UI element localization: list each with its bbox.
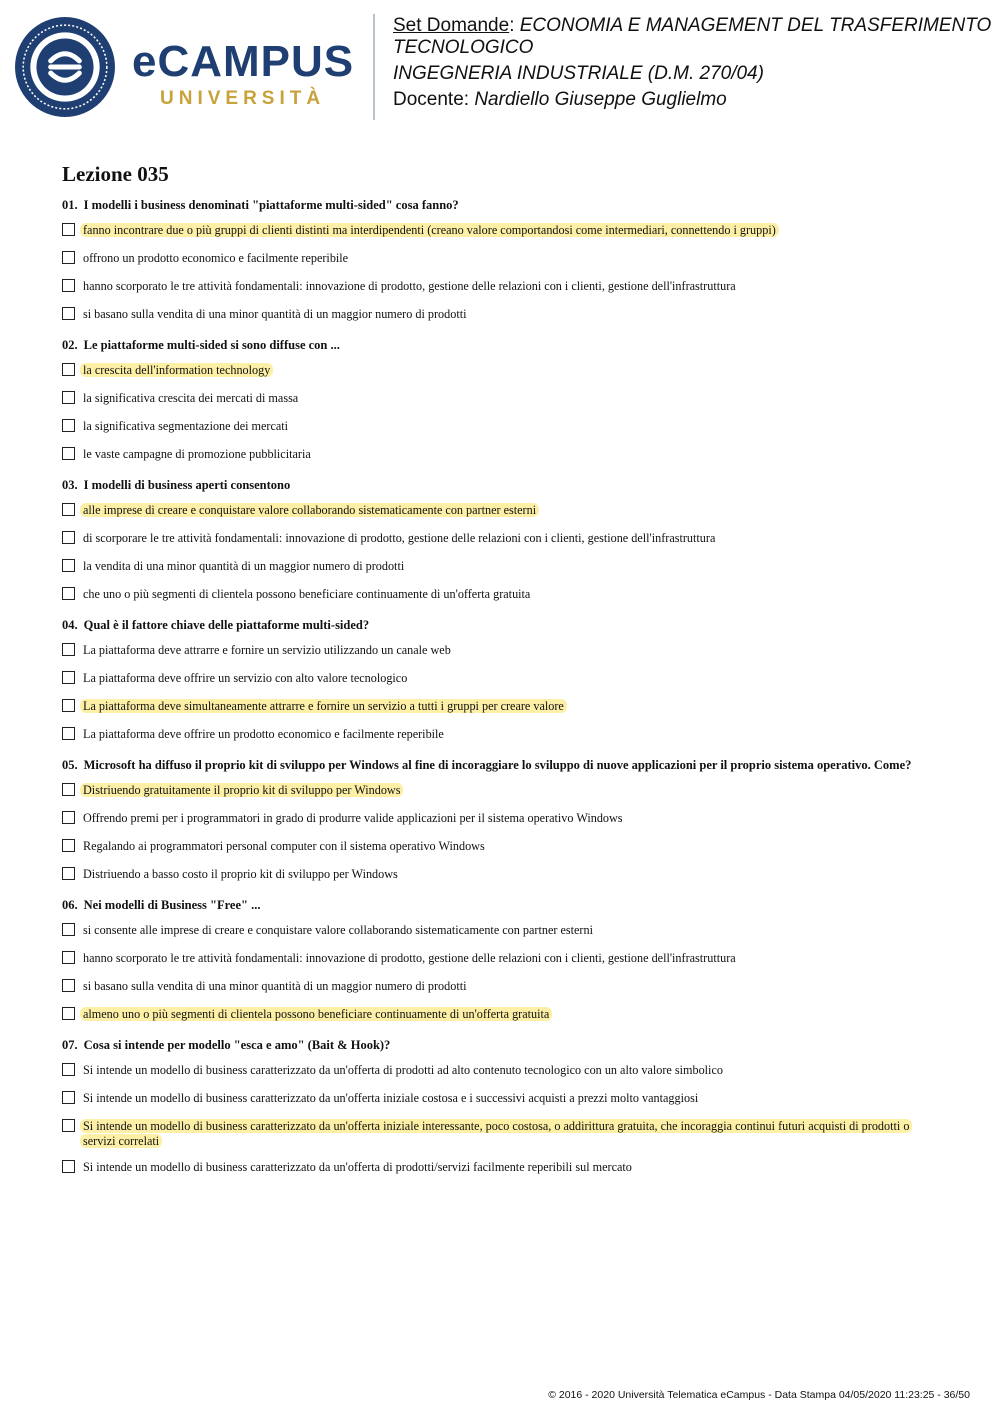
checkbox[interactable] <box>62 923 75 936</box>
answer-option[interactable] <box>62 671 942 688</box>
question-title <box>62 897 942 913</box>
answer-text: si consente alle imprese di creare e conquistare valore collaborando sistematicamente con partner esterni <box>83 923 593 937</box>
question-text: I modelli i business denominati "piattaforme multi-sided" cosa fanno? <box>83 198 459 212</box>
checkbox[interactable] <box>62 643 75 656</box>
page-header <box>0 0 1000 130</box>
answer-text: La piattaforma deve offrire un servizio con alto valore tecnologico <box>83 671 408 685</box>
answer-text: Si intende un modello di business caratterizzato da un'offerta iniziale interessante, poco costosa, o addirittura gratuita, che incoraggia continui futuri acquisti di prodotti o servizi correlati <box>80 1119 912 1148</box>
answer-text: si basano sulla vendita di una minor quantità di un maggior numero di prodotti <box>83 307 467 321</box>
answer-text: la significativa crescita dei mercati di massa <box>83 391 299 405</box>
question-number: 05. <box>62 758 78 772</box>
answer-option[interactable] <box>62 419 942 436</box>
checkbox[interactable] <box>62 783 75 796</box>
header-divider <box>373 14 375 120</box>
lesson-title: Lezione 035 <box>62 162 169 186</box>
question-text: Nei modelli di Business "Free" ... <box>83 898 261 912</box>
question-text: Microsoft ha diffuso il proprio kit di sviluppo per Windows al fine di incoraggiare lo sviluppo di nuove applicazioni per il proprio sistema operativo. Come? <box>83 758 912 772</box>
checkbox[interactable] <box>62 279 75 292</box>
checkbox[interactable] <box>62 839 75 852</box>
answer-option[interactable] <box>62 811 942 828</box>
answer-option[interactable] <box>62 587 942 604</box>
checkbox[interactable] <box>62 951 75 964</box>
answer-text: che uno o più segmenti di clientela possono beneficiare continuamente di un'offerta gratuita <box>83 587 531 601</box>
page-footer: © 2016 - 2020 Università Telematica eCampus - Data Stampa 04/05/2020 11:23:25 - 36/50 <box>548 1389 970 1401</box>
checkbox[interactable] <box>62 391 75 404</box>
answer-option[interactable] <box>62 559 942 576</box>
checkbox[interactable] <box>62 307 75 320</box>
question-text: I modelli di business aperti consentono <box>83 478 291 492</box>
question-block <box>62 897 942 1024</box>
question-number: 06. <box>62 898 78 912</box>
answer-text: offrono un prodotto economico e facilmente reperibile <box>83 251 349 265</box>
answer-text: la crescita dell'information technology <box>80 363 273 377</box>
answer-option-correct[interactable] <box>62 1119 942 1149</box>
checkbox[interactable] <box>62 811 75 824</box>
answer-text: di scorporare le tre attività fondamentali: innovazione di prodotto, gestione delle relazioni con i clienti, gestione dell'infrastruttura <box>83 531 716 545</box>
answer-option[interactable] <box>62 643 942 660</box>
answer-text: Si intende un modello di business caratterizzato da un'offerta di prodotti/servizi facilmente reperibili sul mercato <box>83 1160 632 1174</box>
answer-text: Distriuendo a basso costo il proprio kit di sviluppo per Windows <box>83 867 398 881</box>
checkbox[interactable] <box>62 559 75 572</box>
answer-text: Regalando ai programmatori personal computer con il sistema operativo Windows <box>83 839 485 853</box>
set-label: Set Domande <box>393 15 510 36</box>
question-text: Qual è il fattore chiave delle piattaforme multi-sided? <box>83 618 370 632</box>
answer-option[interactable] <box>62 727 942 744</box>
question-text: Le piattaforme multi-sided si sono diffuse con ... <box>83 338 340 352</box>
answer-option-correct[interactable] <box>62 1007 942 1024</box>
header-info: Set Domande: ECONOMIA E MANAGEMENT DEL TRASFERIMENTO TECNOLOGICO INGEGNERIA INDUSTRIALE (D.M. 270/04) Docente: Nardiello Giuseppe Guglielmo <box>393 15 992 110</box>
question-block <box>62 757 942 884</box>
answer-option[interactable] <box>62 867 942 884</box>
answer-text: le vaste campagne di promozione pubblicitaria <box>83 447 311 461</box>
answer-text: alle imprese di creare e conquistare valore collaborando sistematicamente con partner esterni <box>80 503 539 517</box>
checkbox[interactable] <box>62 503 75 516</box>
question-title <box>62 757 942 773</box>
checkbox[interactable] <box>62 1063 75 1076</box>
checkbox[interactable] <box>62 531 75 544</box>
question-title <box>62 197 942 213</box>
answer-option[interactable] <box>62 531 942 548</box>
answer-option[interactable] <box>62 1160 942 1177</box>
answer-text: Offrendo premi per i programmatori in grado di produrre valide applicazioni per il sistema operativo Windows <box>83 811 623 825</box>
question-block <box>62 617 942 744</box>
answer-option[interactable] <box>62 447 942 464</box>
checkbox[interactable] <box>62 419 75 432</box>
question-number: 01. <box>62 198 78 212</box>
answer-option[interactable] <box>62 1091 942 1108</box>
checkbox[interactable] <box>62 699 75 712</box>
degree-name: INGEGNERIA INDUSTRIALE (D.M. 270/04) <box>393 63 764 84</box>
question-title <box>62 617 942 633</box>
question-number: 07. <box>62 1038 78 1052</box>
answer-text: La piattaforma deve simultaneamente attrarre e fornire un servizio a tutti i gruppi per creare valore <box>80 699 567 713</box>
brand-name: eCAMPUS <box>132 37 355 86</box>
checkbox[interactable] <box>62 979 75 992</box>
answer-option-correct[interactable] <box>62 699 942 716</box>
answer-text: la vendita di una minor quantità di un maggior numero di prodotti <box>83 559 405 573</box>
university-seal-icon <box>14 16 116 118</box>
answer-option-correct[interactable] <box>62 783 942 800</box>
question-block <box>62 477 942 604</box>
course-title: ECONOMIA E MANAGEMENT DEL TRASFERIMENTO TECNOLOGICO <box>393 15 992 58</box>
answer-text: fanno incontrare due o più gruppi di clienti distinti ma interdipendenti (creano valore comportandosi come intermediari, connettendo i gruppi) <box>80 223 779 237</box>
answer-text: si basano sulla vendita di una minor quantità di un maggior numero di prodotti <box>83 979 467 993</box>
checkbox[interactable] <box>62 223 75 236</box>
answer-text: hanno scorporato le tre attività fondamentali: innovazione di prodotto, gestione delle relazioni con i clienti, gestione dell'infrastruttura <box>83 951 736 965</box>
checkbox[interactable] <box>62 867 75 880</box>
checkbox[interactable] <box>62 1160 75 1173</box>
answer-option[interactable] <box>62 923 942 940</box>
teacher-name: Nardiello Giuseppe Guglielmo <box>474 89 727 110</box>
answer-option[interactable] <box>62 251 942 268</box>
question-title <box>62 477 942 493</box>
answer-text: Distriuendo gratuitamente il proprio kit di sviluppo per Windows <box>80 783 403 797</box>
checkbox[interactable] <box>62 1091 75 1104</box>
answer-text: La piattaforma deve offrire un prodotto economico e facilmente reperibile <box>83 727 444 741</box>
answer-option[interactable] <box>62 979 942 996</box>
answer-option[interactable] <box>62 839 942 856</box>
answer-text: Si intende un modello di business caratterizzato da un'offerta di prodotti ad alto contenuto tecnologico con un alto valore simbolico <box>83 1063 723 1077</box>
question-number: 04. <box>62 618 78 632</box>
teacher-label: Docente: <box>393 89 470 110</box>
answer-option-correct[interactable] <box>62 363 942 380</box>
answer-option[interactable] <box>62 391 942 408</box>
answer-text: la significativa segmentazione dei mercati <box>83 419 289 433</box>
checkbox[interactable] <box>62 363 75 376</box>
checkbox[interactable] <box>62 1119 75 1132</box>
answer-option[interactable] <box>62 279 942 296</box>
question-title <box>62 337 942 353</box>
question-title <box>62 1037 942 1053</box>
checkbox[interactable] <box>62 251 75 264</box>
question-block <box>62 197 942 324</box>
question-number: 03. <box>62 478 78 492</box>
answer-text: almeno uno o più segmenti di clientela possono beneficiare continuamente di un'offerta gratuita <box>80 1007 552 1021</box>
answer-option-correct[interactable] <box>62 223 942 240</box>
checkbox[interactable] <box>62 587 75 600</box>
checkbox[interactable] <box>62 727 75 740</box>
answer-option-correct[interactable] <box>62 503 942 520</box>
answer-option[interactable] <box>62 307 942 324</box>
checkbox[interactable] <box>62 671 75 684</box>
answer-text: La piattaforma deve attrarre e fornire un servizio utilizzando un canale web <box>83 643 451 657</box>
question-block <box>62 1037 942 1177</box>
brand-subtitle: UNIVERSITÀ <box>160 88 326 109</box>
question-block <box>62 337 942 464</box>
question-text: Cosa si intende per modello "esca e amo" (Bait & Hook)? <box>83 1038 391 1052</box>
answer-text: hanno scorporato le tre attività fondamentali: innovazione di prodotto, gestione delle relazioni con i clienti, gestione dell'infrastruttura <box>83 279 736 293</box>
checkbox[interactable] <box>62 1007 75 1020</box>
checkbox[interactable] <box>62 447 75 460</box>
question-number: 02. <box>62 338 78 352</box>
answer-option[interactable] <box>62 1063 942 1080</box>
answer-option[interactable] <box>62 951 942 968</box>
question-list <box>62 197 942 1190</box>
answer-text: Si intende un modello di business caratterizzato da un'offerta iniziale costosa e i successivi acquisti a prezzi molto vantaggiosi <box>83 1091 699 1105</box>
